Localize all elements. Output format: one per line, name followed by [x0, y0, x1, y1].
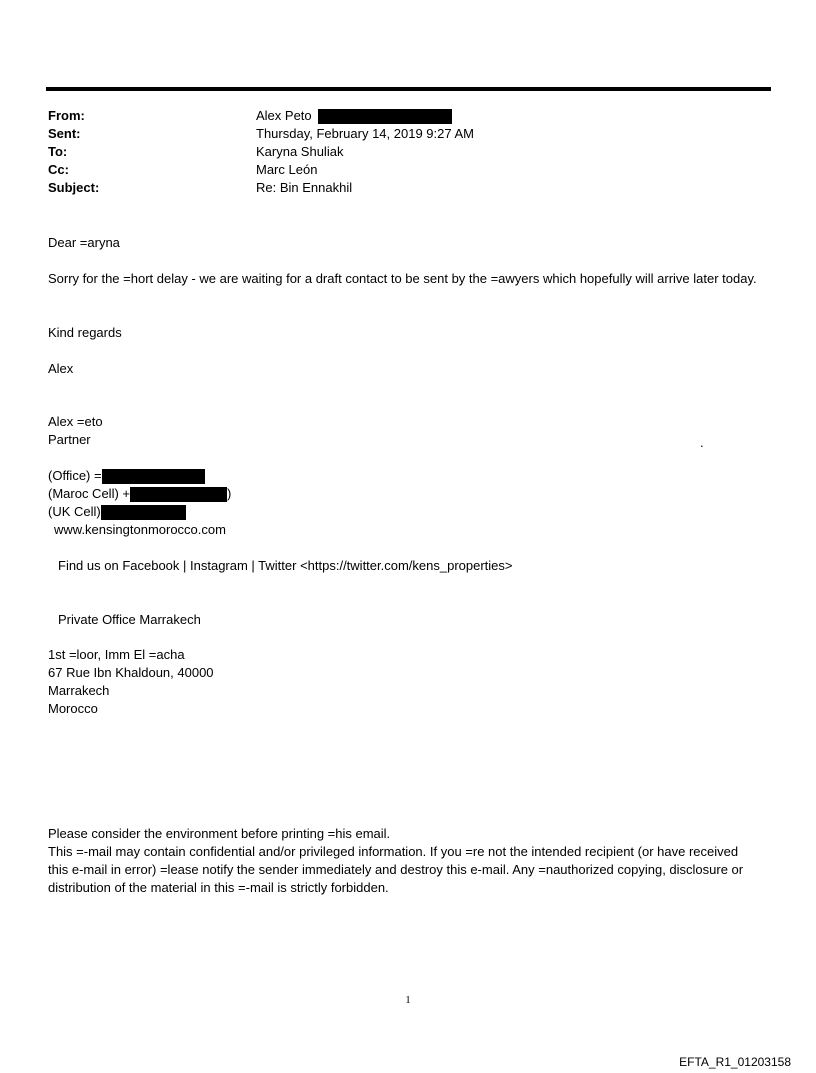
uk-cell-line — [48, 503, 186, 521]
sent-label: Sent: — [48, 126, 81, 141]
redacted-maroc-cell — [130, 487, 227, 502]
sent-row — [48, 125, 748, 143]
subject-row — [48, 179, 748, 197]
from-label: From: — [48, 108, 85, 123]
greeting: Dear =aryna — [48, 235, 120, 250]
address-country: Morocco — [48, 701, 98, 716]
subject-value: Re: Bin Ennakhil — [256, 180, 353, 195]
office-name: Private Office Marrakech — [58, 612, 201, 627]
subject-label: Subject: — [48, 180, 100, 195]
stray-dot: . — [700, 435, 704, 450]
message-body: Sorry for the =hort delay - we are waiting for a draft contact to be sent by the =awyers which hopefully will arrive later today. — [48, 271, 757, 286]
maroc-cell-trailing: ) — [227, 486, 232, 501]
to-row — [48, 143, 748, 161]
signature-title: Partner — [48, 432, 91, 447]
cc-label: Cc: — [48, 162, 69, 177]
email-header — [48, 107, 748, 197]
maroc-cell-label: (Maroc Cell) + — [48, 486, 130, 501]
address-line-1: 1st =loor, Imm El =acha — [48, 647, 185, 662]
page-number: 1 — [405, 994, 411, 1006]
confidentiality-disclaimer: This =-mail may contain confidential and/or privileged information. If you =re not the intended recipient (or have received this e-mail in error) =lease notify the sender immediately and destroy this e-mail. Any =nauthorized copying, disclosure or distribution of the material in this =-mail is strictly forbidden. — [48, 844, 744, 895]
cc-value: Marc León — [256, 162, 318, 177]
redacted-uk-cell — [101, 505, 186, 520]
redacted-email — [318, 109, 452, 124]
from-name: Alex Peto — [256, 108, 312, 123]
address-city: Marrakech — [48, 683, 110, 698]
from-value — [256, 107, 452, 125]
website-link[interactable]: www.kensingtonmorocco.com — [54, 522, 226, 537]
social-links[interactable]: Find us on Facebook | Instagram | Twitter <https://twitter.com/kens_properties> — [58, 558, 513, 573]
to-value: Karyna Shuliak — [256, 144, 344, 159]
uk-cell-label: (UK Cell) — [48, 504, 101, 519]
sender-first-name: Alex — [48, 361, 74, 376]
closing: Kind regards — [48, 325, 122, 340]
maroc-cell-line — [48, 485, 231, 503]
to-label: To: — [48, 144, 68, 159]
office-phone-line — [48, 467, 205, 485]
sent-value: Thursday, February 14, 2019 9:27 AM — [256, 126, 474, 141]
signature-name: Alex =eto — [48, 414, 103, 429]
cc-row — [48, 161, 748, 179]
environment-note: Please consider the environment before printing =his email. — [48, 826, 391, 841]
document-id: EFTA_R1_01203158 — [679, 1055, 791, 1069]
address-line-2: 67 Rue Ibn Khaldoun, 40000 — [48, 665, 214, 680]
redacted-office-phone — [102, 469, 205, 484]
header-divider — [46, 87, 771, 91]
from-row — [48, 107, 748, 125]
office-label: (Office) = — [48, 468, 102, 483]
